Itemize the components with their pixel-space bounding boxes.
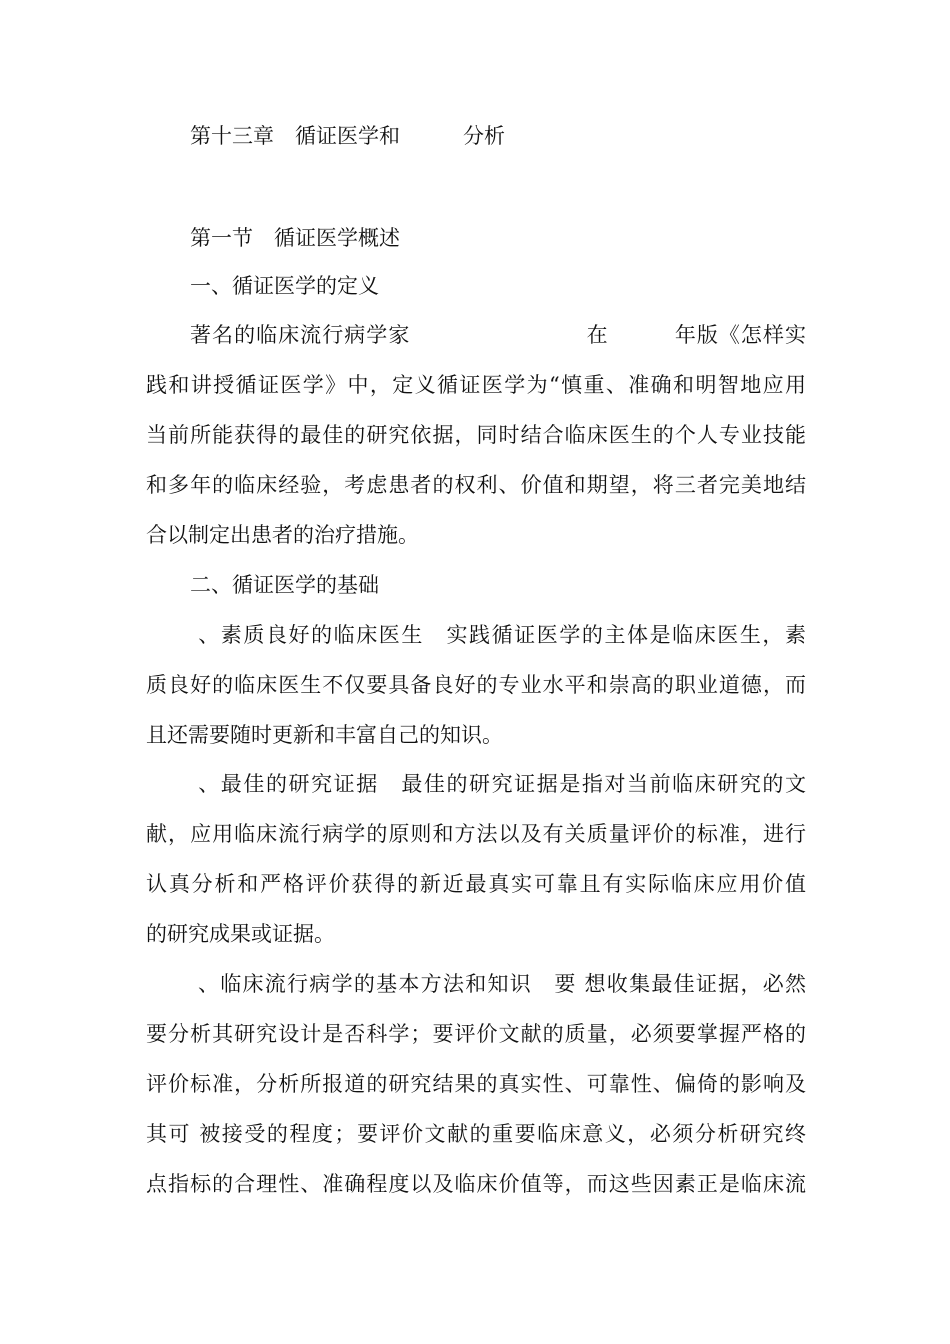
paragraph-line: 要分析其研究设计是否科学；要评价文献的质量，必须要掌握严格的 <box>146 1022 806 1046</box>
paragraph-line: 合以制定出患者的治疗措施。 <box>146 523 419 547</box>
paragraph-line: 著名的临床流行病学家 在 年版《怎样实 <box>190 323 806 347</box>
paragraph-line: 和多年的临床经验，考虑患者的权利、价值和期望，将三者完美地结 <box>146 473 806 497</box>
paragraph-line: 质良好的临床医生不仅要具备良好的专业水平和崇高的职业道德，而 <box>146 673 806 697</box>
paragraph-line: 践和讲授循证医学》中，定义循证医学为“慎重、准确和明智地应用 <box>146 373 806 397</box>
paragraph-line: 、最佳的研究证据 最佳的研究证据是指对当前临床研究的文 <box>190 772 806 796</box>
chapter-title: 第十三章 循证医学和 分析 <box>190 124 505 148</box>
paragraph-line: 其可 被接受的程度；要评价文献的重要临床意义，必须分析研究终 <box>146 1122 806 1146</box>
heading-foundation: 二、循证医学的基础 <box>190 573 379 597</box>
section-title: 第一节 循证医学概述 <box>190 226 400 250</box>
paragraph-line: 评价标准，分析所报道的研究结果的真实性、可靠性、偏倚的影响及 <box>146 1072 806 1096</box>
paragraph-line: 点指标的合理性、准确程度以及临床价值等，而这些因素正是临床流 <box>146 1172 806 1196</box>
paragraph-line: 、临床流行病学的基本方法和知识 要 想收集最佳证据，必然 <box>190 972 806 996</box>
paragraph-line: 、素质良好的临床医生 实践循证医学的主体是临床医生，素 <box>190 623 806 647</box>
paragraph-line: 且还需要随时更新和丰富自己的知识。 <box>146 723 503 747</box>
heading-definition: 一、循证医学的定义 <box>190 274 379 298</box>
paragraph-line: 的研究成果或证据。 <box>146 922 335 946</box>
paragraph-line: 认真分析和严格评价获得的新近最真实可靠且有实际临床应用价值 <box>146 872 806 896</box>
paragraph-line: 献，应用临床流行病学的原则和方法以及有关质量评价的标准，进行 <box>146 822 806 846</box>
paragraph-line: 当前所能获得的最佳的研究依据，同时结合临床医生的个人专业技能 <box>146 423 806 447</box>
